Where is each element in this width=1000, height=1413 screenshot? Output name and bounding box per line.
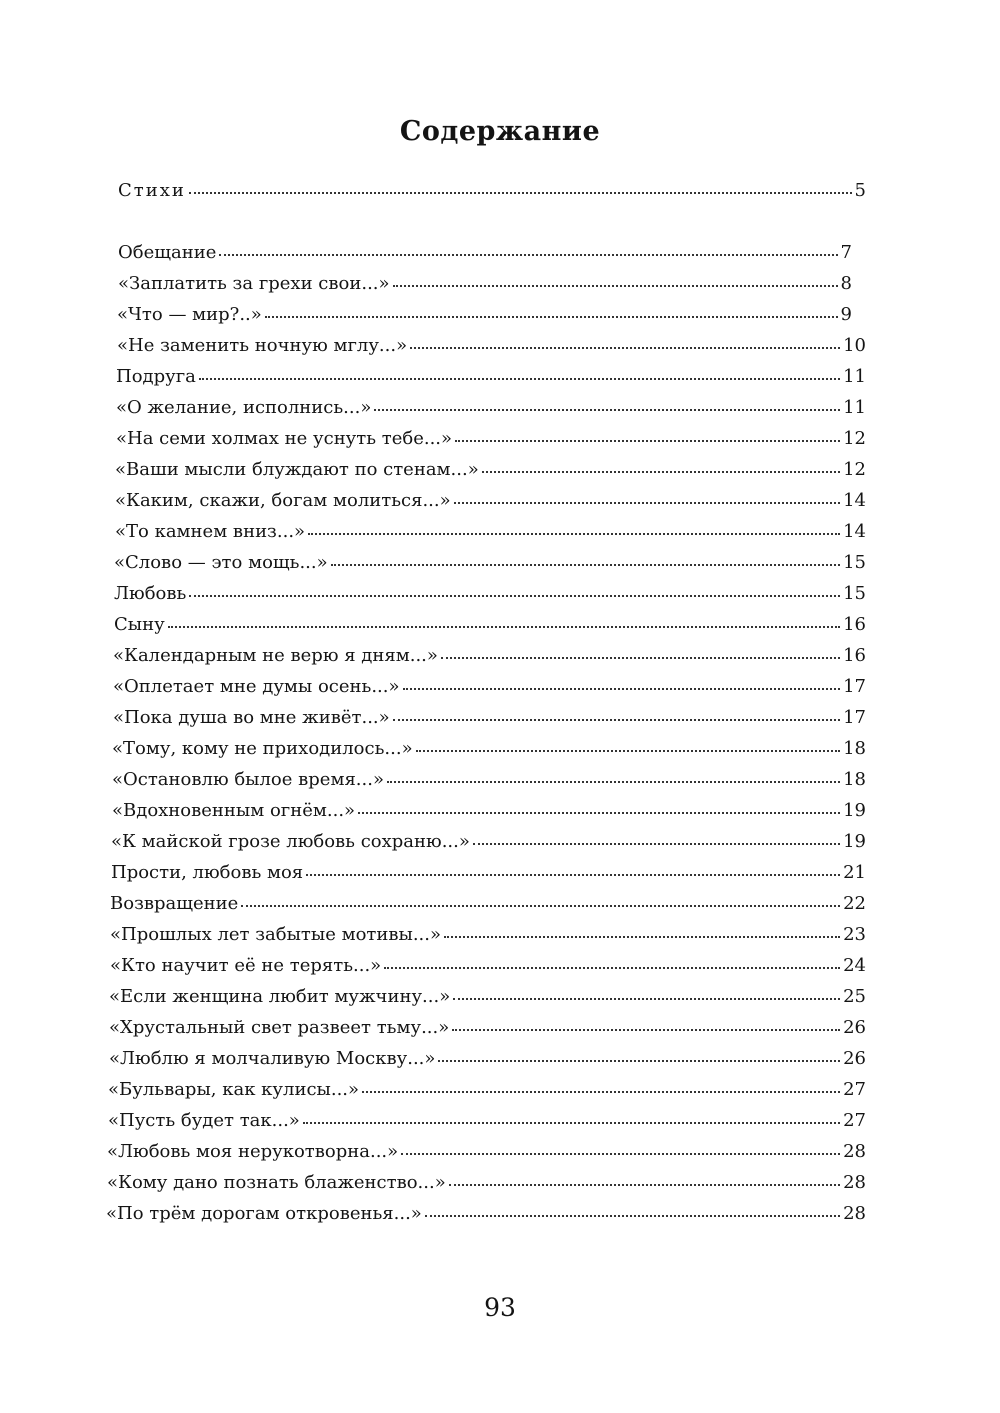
toc-entry-title: Любовь (114, 583, 187, 604)
toc-entry-title: «Пусть будет так...» (108, 1110, 300, 1131)
toc-entry-title: «Заплатить за грехи свои...» (118, 273, 390, 294)
dot-leader (482, 470, 840, 473)
toc-entry (114, 578, 866, 609)
toc-entry (110, 950, 866, 981)
toc-section-row (118, 175, 866, 206)
toc-entry (115, 454, 866, 485)
dot-leader (199, 377, 840, 380)
toc-entry-page: 17 (843, 707, 866, 728)
toc-entry-page: 19 (843, 831, 866, 852)
dot-leader (265, 315, 838, 318)
toc-entry-title: Подруга (116, 366, 196, 387)
toc-entry-title: «Прошлых лет забытые мотивы...» (110, 924, 442, 945)
toc-entry-title: «Бульвары, как кулисы...» (108, 1079, 360, 1100)
toc-entry-page: 28 (843, 1203, 866, 1224)
dot-leader (393, 284, 838, 287)
dot-leader (454, 501, 840, 504)
toc-entry-page: 14 (843, 521, 866, 542)
toc-entry (109, 1043, 866, 1074)
dot-leader (425, 1214, 840, 1217)
toc-entry (108, 1074, 866, 1105)
dot-leader (384, 966, 840, 969)
toc-entry-title: «Не заменить ночную мглу...» (117, 335, 408, 356)
toc-entry-page: 12 (843, 428, 866, 449)
toc-entry-page: 12 (843, 459, 866, 480)
dot-leader (189, 594, 840, 597)
toc-entry-page: 16 (843, 645, 866, 666)
toc-entry-title: «Что — мир?..» (117, 304, 262, 325)
toc-entry-title: «Календарным не верю я дням...» (113, 645, 438, 666)
dot-leader (401, 1152, 840, 1155)
toc-list (0, 237, 1000, 1229)
dot-leader (168, 625, 840, 628)
toc-entry (116, 392, 866, 423)
toc-entry-page: 25 (843, 986, 866, 1007)
dot-leader (449, 1183, 840, 1186)
toc-entry (112, 764, 866, 795)
toc-entry-title: «Любовь моя нерукотворна...» (107, 1141, 399, 1162)
dot-leader (362, 1090, 840, 1093)
toc-entry (115, 516, 866, 547)
toc-entry-page: 18 (843, 738, 866, 759)
dot-leader (189, 191, 852, 194)
toc-entry-page: 27 (843, 1079, 866, 1100)
toc-entry-page: 24 (843, 955, 866, 976)
toc-entry-title: «То камнем вниз...» (115, 521, 306, 542)
toc-entry-page: 11 (843, 397, 866, 418)
dot-leader (306, 873, 840, 876)
toc-entry-title: «По трём дорогам откровенья...» (106, 1203, 422, 1224)
toc-entry-title: «Остановлю былое время...» (112, 769, 384, 790)
toc-entry-title: «К майской грозе любовь сохраню...» (111, 831, 470, 852)
toc-entry (115, 485, 866, 516)
toc-entry-title: «Оплетает мне думы осень...» (113, 676, 400, 697)
toc-entry-title: «Пока душа во мне живёт...» (113, 707, 390, 728)
toc-entry (114, 609, 866, 640)
toc-entry-page: 28 (843, 1141, 866, 1162)
toc-entry-title: «Тому, кому не приходилось...» (112, 738, 413, 759)
toc-entry (118, 237, 852, 268)
dot-leader (403, 687, 841, 690)
toc-entry-title: «О желание, исполнись...» (116, 397, 372, 418)
dot-leader (441, 656, 840, 659)
dot-leader (455, 439, 840, 442)
toc-entry-title: «Хрустальный свет развеет тьму...» (109, 1017, 450, 1038)
dot-leader (303, 1121, 840, 1124)
toc-entry-page: 28 (843, 1172, 866, 1193)
toc-entry-title: «Слово — это мощь...» (114, 552, 328, 573)
toc-entry-title: «Ваши мысли блуждают по стенам...» (115, 459, 479, 480)
toc-entry-page: 22 (843, 893, 866, 914)
toc-entry-page: 17 (843, 676, 866, 697)
toc-entry-page: 7 (840, 242, 852, 263)
toc-entry-title: «На семи холмах не уснуть тебе...» (116, 428, 453, 449)
dot-leader (452, 1028, 840, 1031)
toc-entry-page: 10 (843, 335, 866, 356)
toc-entry-page: 21 (843, 862, 866, 883)
toc-entry-page: 18 (843, 769, 866, 790)
toc-entry-title: «Кто научит её не терять...» (110, 955, 382, 976)
dot-leader (387, 780, 840, 783)
toc-entry (117, 299, 852, 330)
toc-entry-page: 11 (843, 366, 866, 387)
toc-entry-title: «Каким, скажи, богам молиться...» (115, 490, 451, 511)
toc-entry (118, 268, 852, 299)
dot-leader (331, 563, 840, 566)
dot-leader (410, 346, 840, 349)
dot-leader (393, 718, 840, 721)
toc-entry (116, 423, 866, 454)
toc-entry (113, 640, 866, 671)
toc-entry-title: Возвращение (110, 893, 239, 914)
dot-leader (219, 253, 837, 256)
page-title: Содержание (399, 116, 601, 147)
dot-leader (374, 408, 840, 411)
toc-entry-title: «Вдохновенным огнём...» (112, 800, 356, 821)
toc-entry (117, 330, 866, 361)
toc-entry-title: Обещание (118, 242, 217, 263)
toc-entry-page: 15 (843, 583, 866, 604)
toc-entry-page: 26 (843, 1017, 866, 1038)
dot-leader (438, 1059, 840, 1062)
dot-leader (444, 935, 840, 938)
toc-entry (112, 795, 866, 826)
toc-entry (116, 361, 866, 392)
toc-entry-page: 15 (843, 552, 866, 573)
toc-entry-page: 16 (843, 614, 866, 635)
toc-entry (108, 1105, 866, 1136)
toc-entry (111, 826, 866, 857)
dot-leader (308, 532, 840, 535)
toc-entry (109, 1012, 866, 1043)
toc-entry-page: 26 (843, 1048, 866, 1069)
dot-leader (473, 842, 840, 845)
toc-entry (106, 1198, 866, 1229)
toc-entry-page: 14 (843, 490, 866, 511)
toc-entry-page: 19 (843, 800, 866, 821)
dot-leader (358, 811, 840, 814)
dot-leader (416, 749, 841, 752)
toc-entry (111, 857, 866, 888)
toc-entry (113, 671, 866, 702)
toc-entry (110, 919, 866, 950)
toc-entry (112, 733, 866, 764)
toc-entry-title: Прости, любовь моя (111, 862, 304, 883)
toc-entry (110, 888, 866, 919)
toc-entry-page: 23 (843, 924, 866, 945)
toc-entry-title: «Люблю я молчаливую Москву...» (109, 1048, 436, 1069)
toc-entry (113, 702, 866, 733)
toc-entry-page: 9 (840, 304, 852, 325)
toc-entry-title: «Если женщина любит мужчину...» (109, 986, 451, 1007)
toc-entry-page: 8 (840, 273, 852, 294)
page-number: 93 (484, 1293, 516, 1322)
dot-leader (453, 997, 840, 1000)
toc-entry-title: «Кому дано познать блаженство...» (107, 1172, 446, 1193)
toc-entry-page: 27 (843, 1110, 866, 1131)
toc-entry (107, 1136, 866, 1167)
toc-entry (114, 547, 866, 578)
toc-entry-title: Сыну (114, 614, 165, 635)
toc-entry (107, 1167, 866, 1198)
toc-section-page: 5 (854, 180, 866, 201)
toc-section-title: Стихи (118, 180, 186, 201)
dot-leader (241, 904, 840, 907)
toc-entry (109, 981, 866, 1012)
toc-section-heading (118, 175, 866, 206)
